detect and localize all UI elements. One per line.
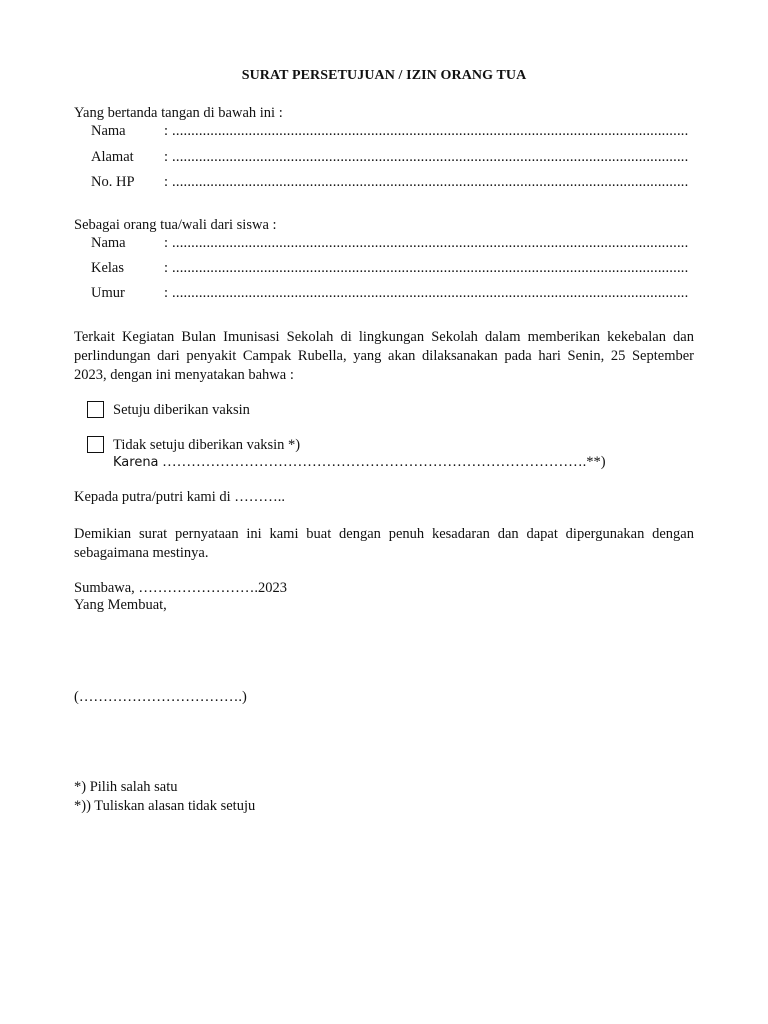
field-value: : ....................................................................................................................................... [164, 149, 689, 165]
field-value: : ....................................................................................................................................... [164, 123, 689, 139]
footnote-1: *) Pilih salah satu [74, 779, 178, 795]
place-date: Sumbawa, …………………….2023 [74, 580, 288, 596]
field-label: Nama [91, 123, 126, 139]
signer-intro: Yang bertanda tangan di bawah ini : [74, 105, 283, 121]
field-label: Kelas [91, 260, 125, 276]
made-by-label: Yang Membuat, [74, 597, 167, 613]
field-value: : ....................................................................................................................................... [164, 174, 689, 190]
reason-label: Karena [113, 455, 159, 470]
field-value: : ....................................................................................................................................... [164, 235, 689, 251]
signature-line[interactable]: (…………………………….) [74, 689, 247, 705]
statement-paragraph: Terkait Kegiatan Bulan Imunisasi Sekolah di lingkungan Sekolah dalam memberikan kekebalan dan perlindungan dari penyakit Campak Rubella, yang akan dilaksanakan pada hari Senin, 25 September 2023, dengan ini menyatakan bahwa : [74, 329, 694, 383]
field-label: Nama [91, 235, 126, 251]
reason-line[interactable] [113, 454, 606, 471]
disagree-option-label: Tidak setuju diberikan vaksin *) [113, 437, 301, 453]
document-title: SURAT PERSETUJUAN / IZIN ORANG TUA [241, 68, 527, 83]
reason-blank: …………………………………………………………………………….**) [158, 454, 606, 470]
field-label: No. HP [91, 174, 135, 190]
field-value: : ....................................................................................................................................... [164, 285, 689, 301]
disagree-checkbox[interactable] [87, 436, 104, 453]
child-class-line: Kepada putra/putri kami di ……….. [74, 489, 286, 505]
agree-option-label: Setuju diberikan vaksin [113, 402, 250, 418]
field-label: Umur [91, 285, 125, 301]
agree-checkbox[interactable] [87, 401, 104, 418]
footnote-2: *)) Tuliskan alasan tidak setuju [74, 798, 256, 814]
field-value: : ....................................................................................................................................... [164, 260, 689, 276]
field-label: Alamat [91, 149, 134, 165]
guardian-intro: Sebagai orang tua/wali dari siswa : [74, 217, 277, 233]
closing-paragraph: Demikian surat pernyataan ini kami buat dengan penuh kesadaran dan dapat dipergunakan dengan sebagaimana mestinya. [74, 526, 694, 561]
